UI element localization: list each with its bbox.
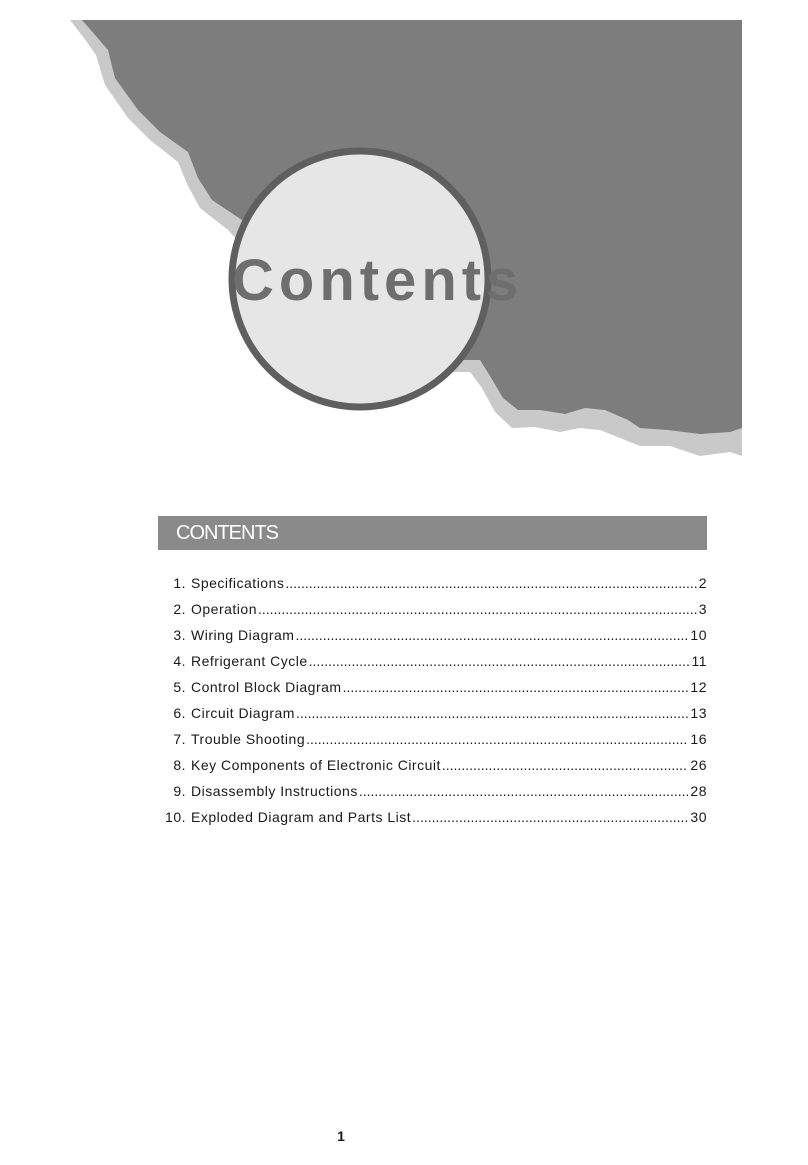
toc-entry-page: 30 [690,809,707,825]
toc-entry-page: 2 [698,575,707,591]
toc-entry-refrigerant-cycle[interactable] [158,650,707,676]
toc-entry-exploded-diagram[interactable] [158,806,707,832]
toc-entry-number: 4. [173,653,186,669]
toc-entry-number: 8. [173,757,186,773]
toc-dot-leader [442,754,689,776]
toc-entry-title: Key Components of Electronic Circuit [191,757,441,773]
toc-entry-title: Trouble Shooting [191,731,306,747]
toc-entry-wiring-diagram[interactable] [158,624,707,650]
toc-dot-leader [359,780,689,802]
section-header-title: CONTENTS [176,522,278,544]
toc-dot-leader [309,650,690,672]
toc-entry-disassembly-instructions[interactable] [158,780,707,806]
page-number: 1 [337,1128,345,1144]
cover-artwork [0,0,808,470]
table-of-contents [158,572,707,832]
toc-dot-leader [258,598,697,620]
toc-entry-title: Control Block Diagram [191,679,342,695]
toc-entry-page: 28 [690,783,707,799]
toc-entry-number: 10. [165,809,186,825]
toc-dot-leader [296,702,688,724]
toc-entry-page: 11 [691,653,707,669]
toc-entry-title: Refrigerant Cycle [191,653,308,669]
toc-entry-number: 1. [173,575,186,591]
cover-title: Contents [232,248,524,313]
toc-entry-number: 3. [173,627,186,643]
toc-entry-control-block-diagram[interactable] [158,676,707,702]
toc-entry-title: Wiring Diagram [191,627,295,643]
toc-entry-page: 3 [698,601,707,617]
toc-entry-page: 16 [690,731,707,747]
toc-entry-trouble-shooting[interactable] [158,728,707,754]
toc-entry-number: 7. [173,731,186,747]
toc-dot-leader [412,806,688,828]
toc-entry-number: 6. [173,705,186,721]
toc-entry-title: Circuit Diagram [191,705,295,721]
toc-entry-number: 5. [173,679,186,695]
section-header-bar [158,516,707,550]
toc-entry-page: 26 [690,757,707,773]
toc-dot-leader [306,728,688,750]
toc-entry-operation[interactable] [158,598,707,624]
toc-entry-key-components[interactable] [158,754,707,780]
toc-entry-title: Exploded Diagram and Parts List [191,809,412,825]
toc-entry-circuit-diagram[interactable] [158,702,707,728]
toc-entry-page: 10 [690,627,707,643]
toc-dot-leader [285,572,696,594]
toc-entry-page: 12 [690,679,707,695]
toc-entry-specifications[interactable] [158,572,707,598]
toc-entry-number: 9. [173,783,186,799]
toc-entry-title: Disassembly Instructions [191,783,358,799]
toc-entry-number: 2. [173,601,186,617]
toc-entry-title: Operation [191,601,257,617]
toc-entry-title: Specifications [191,575,285,591]
toc-dot-leader [343,676,689,698]
toc-entry-page: 13 [690,705,707,721]
toc-dot-leader [295,624,688,646]
